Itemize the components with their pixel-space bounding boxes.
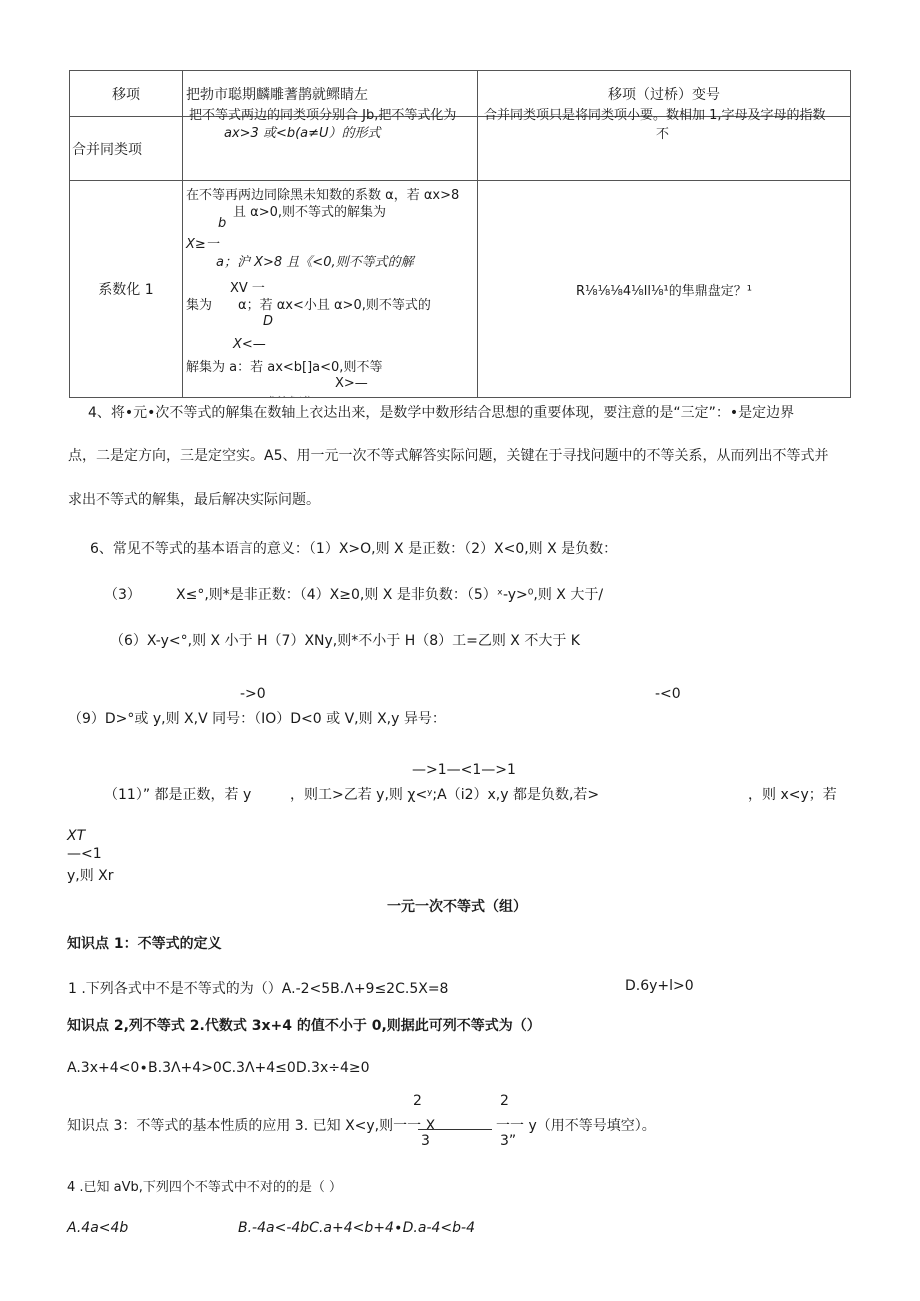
row-method-combine: [183, 108, 478, 181]
fraction-label: —<1: [67, 846, 102, 862]
row-note-move-terms: 移项（过桥）变号: [478, 71, 851, 117]
fraction-label: -<0: [655, 686, 681, 702]
question-line: 一一 y（用不等号填空）。: [496, 1118, 656, 1134]
fraction-numerator: 2: [413, 1093, 422, 1109]
paragraph-line: （9）D>°或 y,则 X,V 同号：（IO）D<0 或 V,则 X,y 异号：: [68, 711, 446, 727]
knowledge-point-heading: 知识点 1：不等式的定义: [67, 936, 222, 952]
coef-line: X≥一: [186, 237, 219, 252]
coef-line: b: [218, 216, 227, 231]
question-line: 知识点 3：不等式的基本性质的应用 3. 已知 X<y,则一一 X: [67, 1118, 436, 1134]
combine-note-line1: 合并同类项只是将同类项小要。数相加 1,字母及字母的指数: [484, 108, 826, 123]
coef-line: D: [263, 314, 274, 329]
question-option: D.6y+l>0: [625, 978, 694, 994]
paragraph-line: 求出不等式的解集，最后解决实际问题。: [68, 492, 320, 508]
paragraph-line: （6）X-y<°,则 X 小于 H（7）XNy,则*不小于 H（8）工=乙则 X 不大于 K: [110, 633, 580, 649]
combine-method-line2: ax>3 或<b(a≠U）的形式: [224, 126, 381, 141]
paragraph-line: （3）: [104, 587, 141, 603]
paragraph-line: ，则 x<y；若: [748, 787, 837, 803]
answer-blank: [418, 1129, 492, 1130]
table-row: [70, 117, 851, 181]
row-label-combine: 合并同类项: [70, 117, 183, 181]
coef-line: [263, 392, 315, 398]
paragraph-line: 4、将•元•次不等式的解集在数轴上衣达出来，是数学中数形结合思想的重要体现，要注意的是“三定”：•是定边界: [88, 405, 795, 421]
coef-line: 集为: [186, 298, 213, 313]
coef-line: a；沪 X>8 且《<0,则不等式的解: [216, 255, 414, 270]
row-note-coefficient: R⅛⅛⅛4⅛ll⅛¹的隼鼎盘定？¹: [478, 181, 851, 398]
question-line: 4 .已知 aVb,下列四个不等式中不对的的是（ ）: [67, 1180, 343, 1195]
coef-line: 解集为 a：若 ax<b[]a<0,则不等: [186, 360, 383, 375]
fraction-label: y,则 Xr: [67, 868, 114, 884]
combine-note-line2: 不: [656, 127, 670, 142]
question-options: B.-4a<-4bC.a+4<b+4∙D.a-4<b-4: [238, 1220, 475, 1236]
fraction-denominator: 3”: [500, 1133, 517, 1149]
row-label-coefficient: 系数化 1: [70, 181, 183, 398]
coef-line: 且 α>0,则不等式的解集为: [233, 205, 386, 220]
fraction-label: XT: [67, 828, 86, 844]
paragraph-line: X≤°,则*是非正数：（4）X≥0,则 X 是非负数：（5）ˣ-y>⁰,则 X 大于/: [176, 587, 604, 603]
question-line: 1 .下列各式中不是不等式的为（）A.-2<5B.Λ+9≤2C.5X=8: [68, 981, 449, 997]
question-line: [67, 1015, 541, 1035]
coef-line: α；若 αx<小且 α>0,则不等式的: [238, 298, 431, 313]
table-row: [70, 181, 851, 398]
fraction-label: —>1—<1—>1: [412, 762, 516, 778]
paragraph-line: 6、常见不等式的基本语言的意义：（1）X>O,则 X 是正数：（2）X<0,则 X 是负数：: [90, 541, 618, 557]
fraction-denominator: 3: [421, 1133, 430, 1149]
combine-method-line1: 把不等式两边的同类项分别合 Jb,把不等式化为: [189, 108, 457, 123]
row-method-coefficient: [183, 181, 478, 398]
question-options: A.3x+4<0∙B.3Λ+4>0C.3Λ+4≤0D.3x÷4≥0: [67, 1060, 370, 1076]
method-table: [69, 70, 851, 398]
row-label-move-terms: 移项: [70, 71, 183, 117]
paragraph-line: （11）” 都是正数，若 y: [104, 787, 252, 803]
row-method-move-terms: 把勃市聪期麟雕蓍鹊就鳏睛左: [183, 71, 478, 117]
coef-line: 在不等再两边同除黑未知数的系数 α，若 αx>8: [186, 188, 460, 203]
kp2-text: 知识点 2,列不等式 2.代数式 3x+4 的值不小于 0,则据此可列不等式为（）: [67, 1018, 541, 1034]
fraction-label: ->0: [240, 686, 266, 702]
paragraph-line: 点，二是定方向，三是定空实。A5、用一元一次不等式解答实际问题，关键在于寻找问题中的不等关系，从而列出不等式并: [68, 448, 829, 464]
coef-line: X<—: [233, 337, 266, 352]
coef-line: XV 一: [230, 281, 265, 296]
question-option: A.4a<4b: [67, 1220, 129, 1236]
row-note-combine: [478, 108, 851, 181]
coef-line: X>—: [335, 376, 368, 391]
paragraph-line: ，则工>乙若 y,则 χ<ʸ;A（i2）x,y 都是负数,若>: [290, 787, 600, 803]
section-title: 一元一次不等式（组）: [387, 899, 527, 915]
fraction-numerator: 2: [500, 1093, 509, 1109]
